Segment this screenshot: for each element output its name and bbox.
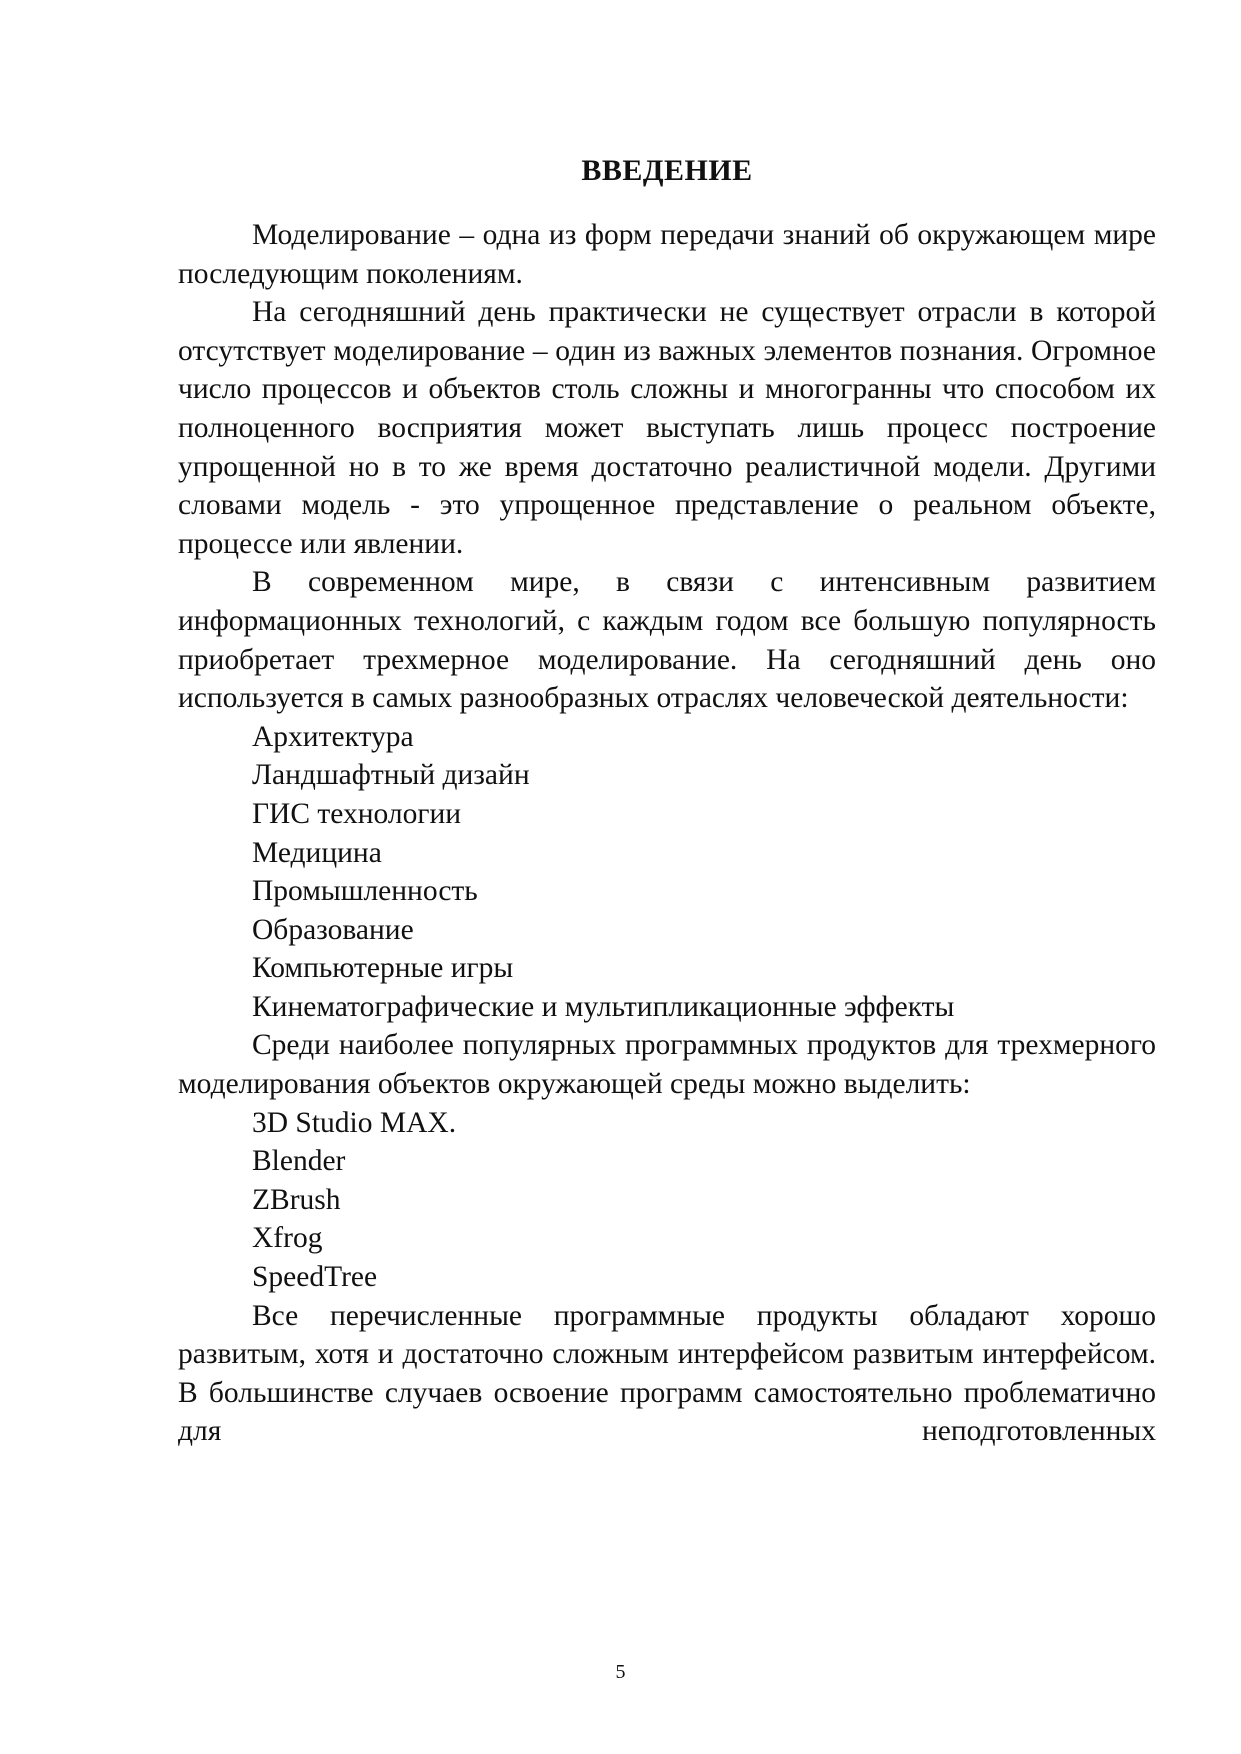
paragraph-interface: Все перечисленные программные продукты обладают хорошо развитым, хотя и достаточно сложным интерфейсом развитым интерфейсом. В большинстве случаев освоение программ самостоятельно проблематично для неподготовленных xyxy=(178,1299,1156,1448)
list-item: ZBrush xyxy=(252,1183,341,1216)
list-item: Кинематографические и мультипликационные эффекты xyxy=(252,990,955,1023)
list-item: Архитектура xyxy=(252,720,414,753)
list-item: Blender xyxy=(252,1145,346,1178)
paragraph-intro: Моделирование – одна из форм передачи знаний об окружающем мире последующим поколениям. xyxy=(178,219,1156,290)
application-areas-list xyxy=(178,718,1156,1027)
list-item: Медицина xyxy=(252,836,382,869)
list-item: Компьютерные игры xyxy=(252,952,514,985)
list-item: SpeedTree xyxy=(252,1261,378,1294)
list-item: ГИС технологии xyxy=(252,797,462,830)
list-item: Xfrog xyxy=(252,1222,323,1255)
paragraph-3d-modeling: В современном мире, в связи с интенсивным развитием информационных технологий, с каждым годом все большую популярность приобретает трехмерное моделирование. На сегодняшний день оно используется в самых разнообразных отраслях человеческой деятельности: xyxy=(178,566,1156,715)
section-heading: ВВЕДЕНИЕ xyxy=(581,154,753,187)
page-number: 5 xyxy=(615,1661,626,1683)
list-item: 3D Studio MAX. xyxy=(252,1106,457,1139)
list-item: Промышленность xyxy=(252,875,478,908)
list-item: Ландшафтный дизайн xyxy=(252,759,530,792)
software-list xyxy=(178,1104,1156,1297)
paragraph-software-intro: Среди наиболее популярных программных продуктов для трехмерного моделирования объектов окружающей среды можно выделить: xyxy=(178,1029,1156,1101)
list-item: Образование xyxy=(252,913,414,946)
page-content xyxy=(178,152,1156,1451)
paragraph-modeling-definition: На сегодняшний день практически не существует отрасли в которой отсутствует моделирование – один из важных элементов познания. Огромное число процессов и объектов столь сложны и многогранны что способом их полноценного восприятия может выступать лишь процесс построение упрощенной но в то же время достаточно реалистичной модели. Другими словами модель - это упрощенное представление о реальном объекте, процессе или явлении. xyxy=(178,296,1156,560)
